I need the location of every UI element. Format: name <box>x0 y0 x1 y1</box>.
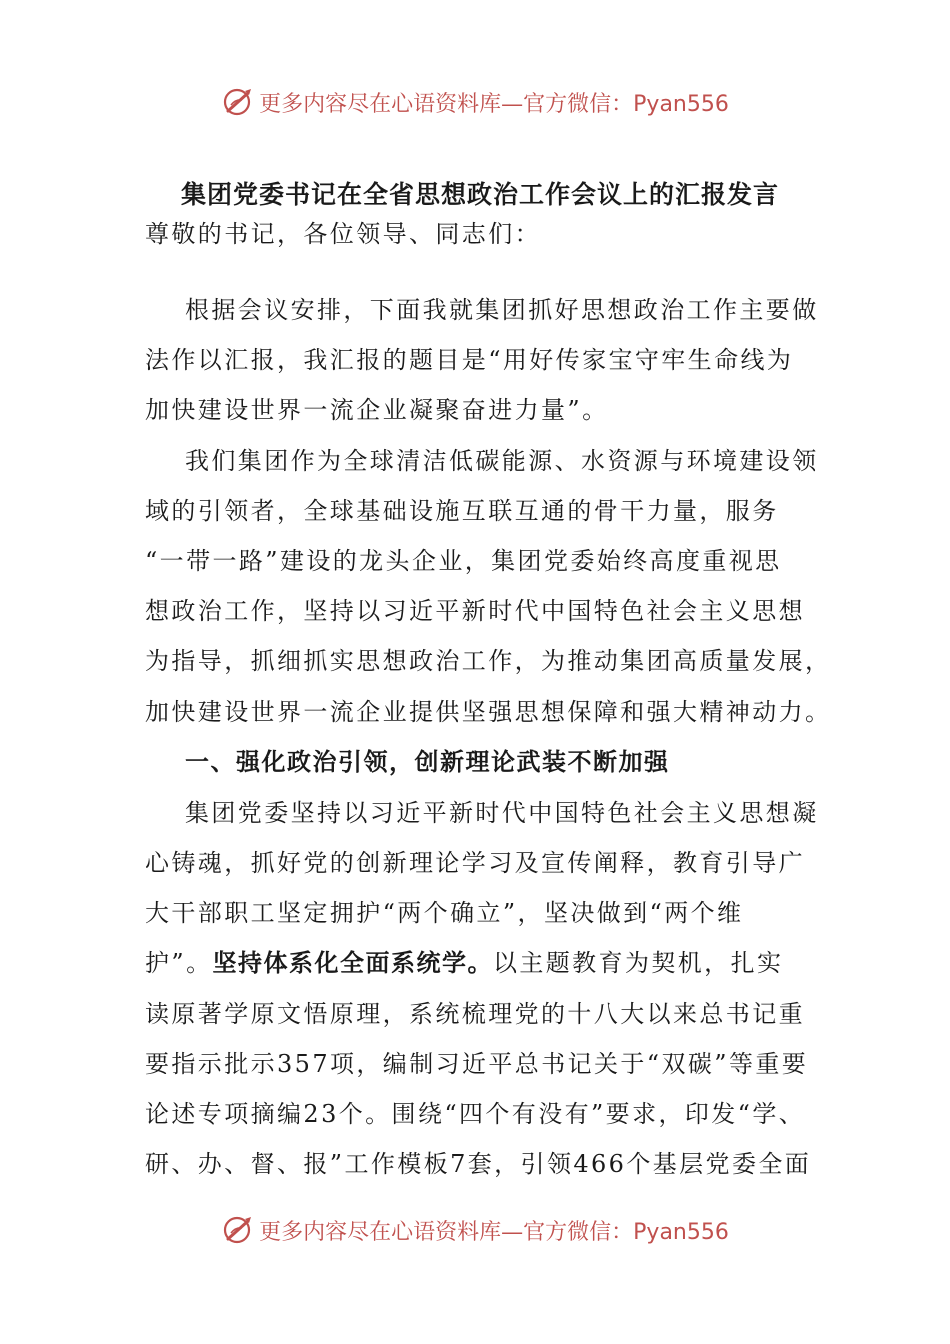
banner-text: 更多内容尽在心语资料库—官方微信： <box>259 1219 634 1245</box>
section-heading-1: 一、强化政治引领，创新理论武装不断加强 <box>185 748 670 776</box>
paragraph-2-line-2: 域的引领者，全球基础设施互联互通的骨干力量，服务 <box>145 497 779 525</box>
paragraph-3-line-8: 研、办、督、报”工作模板7套，引领466个基层党委全面 <box>145 1150 812 1178</box>
pen-logo-icon <box>221 85 255 119</box>
paragraph-2-line-1: 我们集团作为全球清洁低碳能源、水资源与环境建设领 <box>185 447 819 475</box>
paragraph-3-line-1: 集团党委坚持以习近平新时代中国特色社会主义思想凝 <box>185 799 819 827</box>
paragraph-3-line-6: 要指示批示357项，编制习近平总书记关于“双碳”等重要 <box>145 1050 809 1078</box>
paragraph-3-line-4-end: 以主题教育为契机，扎实 <box>492 949 784 977</box>
paragraph-3-line-4 <box>145 943 783 978</box>
paragraph-1-line-2: 法作以汇报，我汇报的题目是“用好传家宝守牢生命线为 <box>145 346 794 374</box>
document-title: 集团党委书记在全省思想政治工作会议上的汇报发言 <box>180 180 779 209</box>
paragraph-3-line-7: 论述专项摘编23个。围绕“四个有没有”要求，印发“学、 <box>145 1100 806 1128</box>
paragraph-2-line-4: 想政治工作，坚持以习近平新时代中国特色社会主义思想 <box>145 597 805 625</box>
paragraph-2-line-5: 为指导，抓细抓实思想政治工作，为推动集团高质量发展， <box>145 647 832 675</box>
banner-wechat-id: Pyan556 <box>633 91 729 117</box>
paragraph-2-line-6: 加快建设世界一流企业提供坚强思想保障和强大精神动力。 <box>145 698 832 726</box>
bold-lead-phrase: 坚持体系化全面系统学。 <box>212 949 493 977</box>
banner-text: 更多内容尽在心语资料库—官方微信： <box>259 91 634 117</box>
pen-logo-icon <box>221 1213 255 1247</box>
watermark-banner-top <box>0 80 950 124</box>
paragraph-1-line-3: 加快建设世界一流企业凝聚奋进力量”。 <box>145 396 609 424</box>
paragraph-3-line-3: 大干部职工坚定拥护“两个确立”，坚决做到“两个维 <box>145 899 744 927</box>
salutation: 尊敬的书记，各位领导、同志们： <box>145 220 541 248</box>
paragraph-1-line-1: 根据会议安排，下面我就集团抓好思想政治工作主要做 <box>185 296 819 324</box>
paragraph-3-line-5: 读原著学原文悟原理，系统梳理党的十八大以来总书记重 <box>145 1000 805 1028</box>
banner-wechat-id: Pyan556 <box>633 1219 729 1245</box>
paragraph-3-line-4-start: 护”。 <box>145 949 213 977</box>
paragraph-2-line-3: “一带一路”建设的龙头企业，集团党委始终高度重视思 <box>145 547 782 575</box>
paragraph-3-line-2: 心铸魂，抓好党的创新理论学习及宣传阐释，教育引导广 <box>145 849 805 877</box>
watermark-banner-bottom <box>0 1208 950 1252</box>
